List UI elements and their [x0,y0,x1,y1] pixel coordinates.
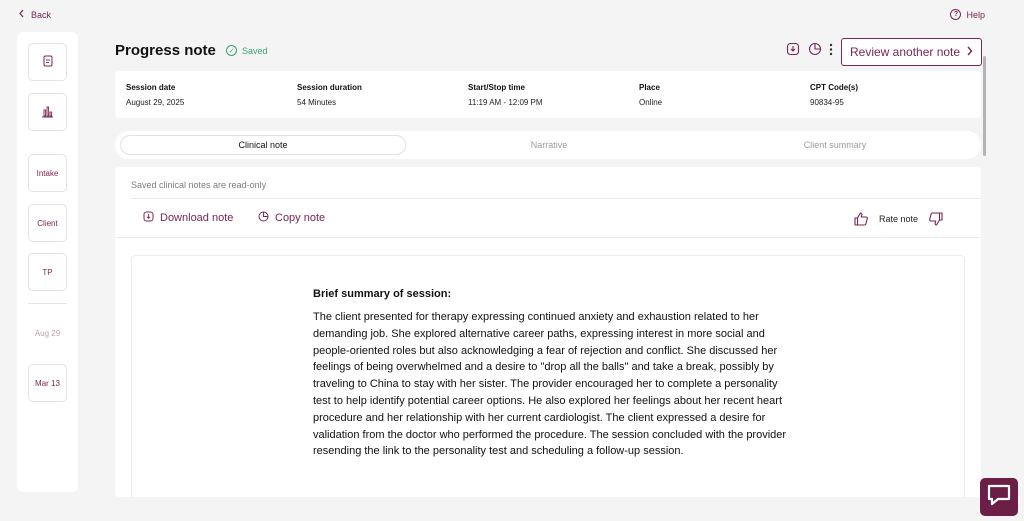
more-menu-button[interactable] [826,44,836,59]
rate-note [853,211,944,227]
sidebar-item-client[interactable] [28,204,67,242]
tab-label: Clinical note [238,140,288,150]
sidebar-item-label: Client [37,218,58,228]
summary-body: The client presented for therapy expressing continued anxiety and exhaustion related to her demanding job. She explored alternative career paths, expressing interest in more social and people-oriented roles but also acknowledging a fear of rejection and conflict. She discussed her feelings of being overwhelmed and a desire to "drop all the balls" and take a break, possibly by traveling to China to stay with her sister. The provider encouraged her to complete a personality test to help identify potential career options. He also explored her feelings about her recent heart procedure and her relationship with her current cardiologist. The client expressed a desire for validation from the doctor who performed the procedure. The session concluded with the provider resending the link to the personality test and scheduling a follow-up session. [313,311,787,458]
thumbs-down-icon[interactable] [928,211,944,227]
download-note-label: Download note [160,212,234,224]
check-circle-icon: ✓ [226,45,237,56]
review-label: Review another note [850,45,961,59]
chat-button[interactable] [980,478,1018,516]
thumbs-up-icon[interactable] [853,211,869,227]
share-icon-button[interactable] [807,44,822,59]
field-label: Session date [126,83,176,92]
session-place [639,83,662,107]
sidebar-item-notes[interactable] [28,43,67,81]
sidebar-item-label: TP [42,267,53,277]
help-link[interactable] [950,9,985,20]
tab-clinical-note[interactable] [120,135,406,155]
divider [131,198,981,199]
document-icon [42,55,54,69]
copy-note-label: Copy note [275,212,326,224]
chevron-left-icon [18,9,25,20]
session-info-card [115,71,981,118]
copy-note-button[interactable] [258,211,325,225]
field-label: Place [639,83,660,92]
tab-label: Narrative [530,140,568,150]
field-value: August 29, 2025 [126,98,185,107]
session-time [468,83,543,107]
field-label: CPT Code(s) [810,83,858,92]
sidebar-item-tp[interactable] [28,253,67,291]
scrollbar-thumb[interactable] [983,56,986,156]
sidebar-item-label: Mar 13 [35,378,60,388]
sidebar-item-intake[interactable] [28,154,67,192]
chevron-right-icon [966,45,973,59]
field-value: 90834-95 [810,98,844,107]
sidebar [17,32,78,492]
field-label: Session duration [297,83,362,92]
copy-icon [258,211,269,225]
cpt-codes [810,83,858,107]
tab-label: Client summary [803,140,867,150]
sidebar-item-label: Intake [36,168,59,178]
status-label: Saved [242,45,268,56]
readonly-notice: Saved clinical notes are read-only [131,180,267,190]
clinical-note-card [115,167,981,497]
field-value: 11:19 AM - 12:09 PM [468,98,543,107]
summary-heading: Brief summary of session: [313,288,452,300]
rate-note-label: Rate note [879,214,919,224]
back-link[interactable] [18,9,51,20]
pie-chart-icon [808,42,822,61]
session-duration [297,83,362,107]
page-title: Progress note [115,42,216,59]
more-vertical-icon [829,43,833,61]
sidebar-item-analytics[interactable] [28,93,67,131]
field-value: 54 Minutes [297,98,337,107]
download-icon [143,211,154,225]
help-icon: ? [950,9,961,20]
back-label: Back [31,9,52,20]
note-tabs [115,131,981,159]
download-icon [786,42,800,61]
field-label: Start/Stop time [468,83,525,92]
tab-client-summary[interactable] [692,135,978,155]
download-note-button[interactable] [143,211,233,225]
divider [115,237,981,238]
chat-bubble-icon [986,483,1012,512]
sidebar-item-session-mar13[interactable] [28,364,67,402]
download-icon-button[interactable] [785,44,800,59]
help-label: Help [966,9,985,20]
review-another-note-button[interactable] [841,38,982,66]
session-date [126,83,184,107]
status-badge [226,45,268,56]
sidebar-item-label: Aug 29 [34,328,61,338]
note-document [131,255,965,497]
sidebar-item-session-aug29[interactable] [28,314,67,352]
tab-narrative[interactable] [406,135,692,155]
field-value: Online [639,98,663,107]
bar-chart-icon [41,105,54,120]
sidebar-divider [28,303,67,304]
